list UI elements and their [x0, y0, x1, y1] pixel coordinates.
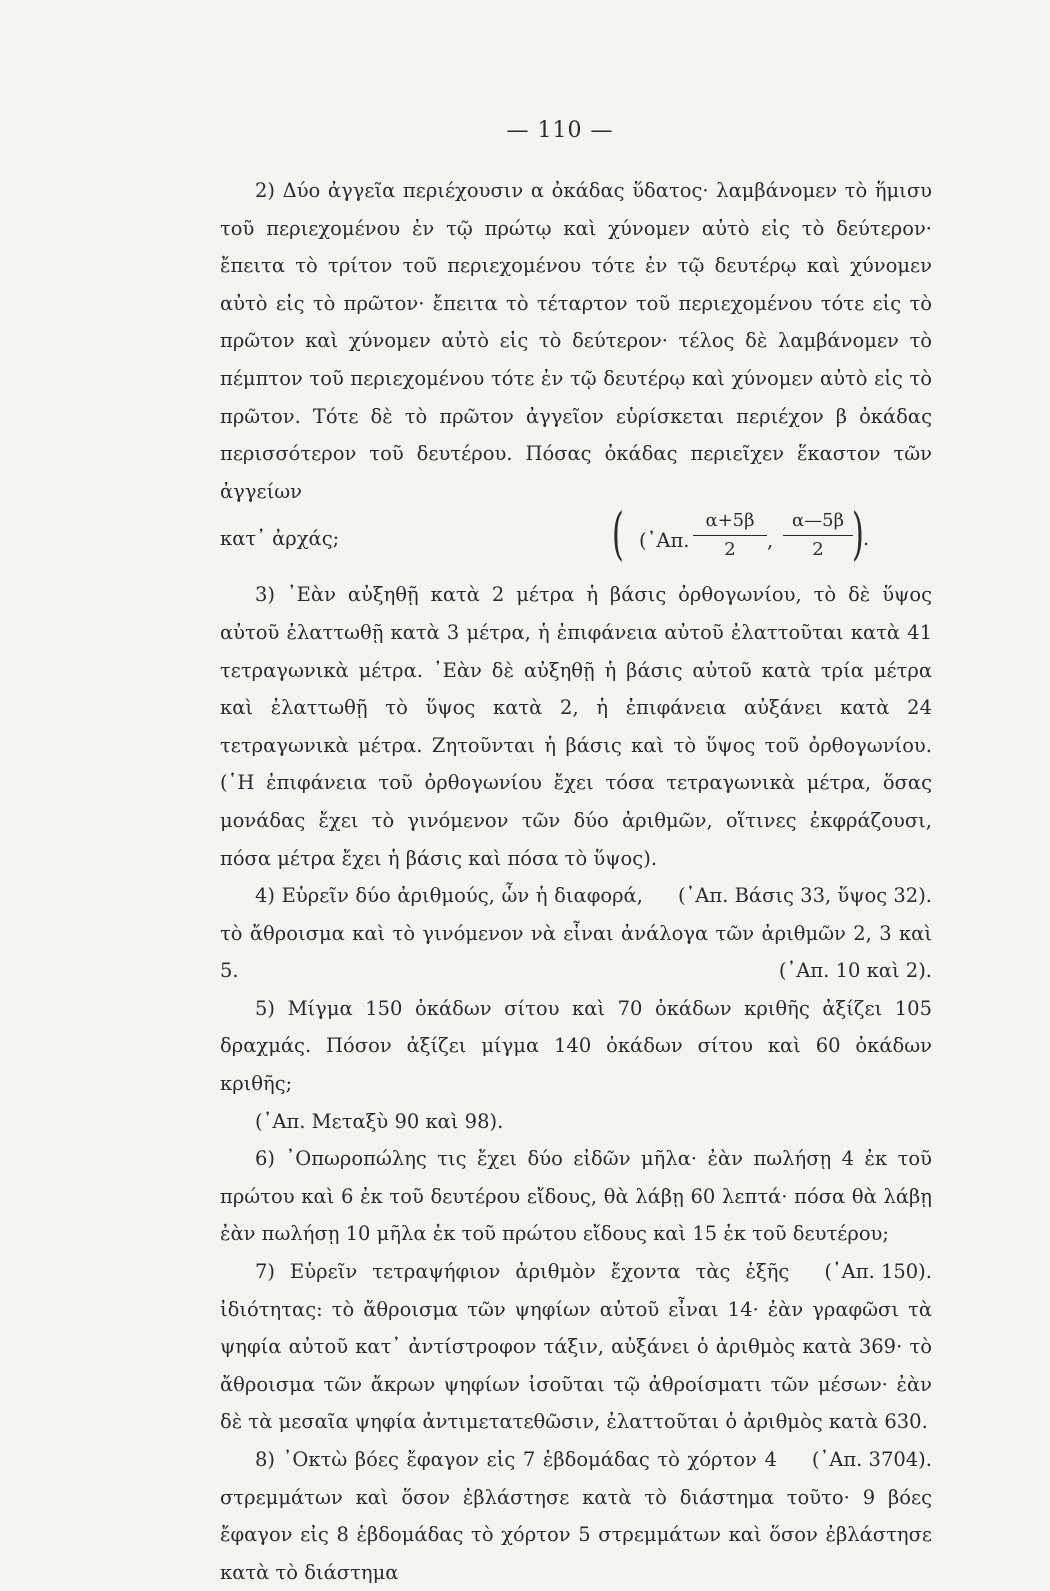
answer-label: (᾽Απ.	[639, 529, 690, 553]
problem-2-tail: κατ᾽ ἀρχάς;	[220, 527, 340, 551]
fraction-1-numerator: α+5β	[705, 510, 755, 532]
problem-2-formula	[611, 502, 915, 576]
right-paren: )	[851, 502, 864, 568]
problem-4-body: 4) Εὑρεῖν δύο ἀριθμούς, ὧν ἡ διαφορά, τὸ ἄθροισμα καὶ τὸ γινόμενον νὰ εἶναι ἀνάλογα τῶν ἀριθμῶν 2, 3 καὶ 5.	[220, 884, 932, 983]
problem-8-text: 8) ᾽Οκτὼ βόες ἔφαγον εἰς 7 ἑβδομάδας τὸ χόρτον 4 στρεμμάτων καὶ ὅσον ἐβλάστησε κατὰ τὸ διάστημα τοῦτο· 9 βόες ἔφαγον εἰς 8 ἑβδομάδας τὸ χόρτον 5 στρεμμάτων καὶ ὅσον ἐβλάστησε κατὰ τὸ διάστημα	[220, 1448, 932, 1584]
problem-2-answer-line	[220, 502, 932, 576]
fraction-separator: ,	[767, 529, 774, 553]
problem-7-body: 7) Εὑρεῖν τετραψήφιον ἀριθμὸν ἔχοντα τὰς ἑξῆς ἰδιότητας: τὸ ἄθροισμα τῶν ψηφίων αὐτοῦ εἶναι 14· ἐὰν γραφῶσι τὰ ψηφία αὐτοῦ κατ᾽ ἀντίστροφον τάξιν, αὐξάνει ὁ ἀριθμὸς κατὰ 369· τὸ ἄθροισμα τῶν ἄκρων ψηφίων ἰσοῦται τῷ ἀθροίσματι τῶν μέσων· ἐὰν δὲ τὰ μεσαῖα ψηφία ἀντιμετατεθῶσιν, ἐλαττοῦται ὁ ἀριθμὸς κατὰ 630.	[220, 1260, 932, 1434]
fraction-2-numerator: α—5β	[791, 510, 844, 532]
fraction-1-denominator: 2	[724, 539, 736, 561]
fraction-1-bar	[693, 535, 767, 536]
problem-6-body: 6) ᾽Οπωροπώλης τις ἔχει δύο εἰδῶν μῆλα· ἐὰν πωλήσῃ 4 ἐκ τοῦ πρώτου καὶ 6 ἐκ τοῦ δευτέρου εἴδους, θὰ λάβῃ 60 λεπτά· πόσα θὰ λάβῃ ἐὰν πωλήσῃ 10 μῆλα ἐκ τοῦ πρώτου εἴδους καὶ 15 ἐκ τοῦ δευτέρου;	[220, 1147, 932, 1246]
problem-3-answer: (᾽Απ. Βάσις 33, ὕψος 32).	[677, 884, 932, 908]
problem-2-text: 2) Δύο ἀγγεῖα περιέχουσιν α ὀκάδας ὕδατος· λαμβάνομεν τὸ ἥμισυ τοῦ περιεχομένου ἐν τῷ πρώτῳ καὶ χύνομεν αὐτὸ εἰς τὸ δεύτερον· ἔπειτα τὸ τρίτον τοῦ περιεχομένου τότε ἐν τῷ δευτέρῳ καὶ χύνομεν αὐτὸ εἰς τὸ πρῶτον· ἔπειτα τὸ τέταρτον τοῦ περιεχομένου τότε εἰς τὸ πρῶτον καὶ χύνομεν αὐτὸ εἰς τὸ δεύτερον· τέλος δὲ λαμβάνομεν τὸ πέμπτον τοῦ περιεχομένου τότε ἐν τῷ δευτέρῳ καὶ χύνομεν αὐτὸ εἰς τὸ πρῶτον. Τότε δὲ τὸ πρῶτον ἀγγεῖον εὑρίσκεται περιέχον β ὀκάδας περισσότερον τοῦ δευτέρου. Πόσας ὀκάδας περιεῖχεν ἕκαστον τῶν ἀγγείων	[220, 179, 932, 503]
left-paren: (	[611, 502, 624, 568]
fraction-2-bar	[783, 535, 853, 536]
problem-3-body: 3) ᾽Εὰν αὐξηθῇ κατὰ 2 μέτρα ἡ βάσις ὀρθογωνίου, τὸ δὲ ὕψος αὐτοῦ ἐλαττωθῇ κατὰ 3 μέτρα, ἡ ἐπιφάνεια αὐτοῦ ἐλαττοῦται κατὰ 41 τετραγωνικὰ μέτρα. ᾽Εὰν δὲ αὐξηθῇ ἡ βάσις αὐτοῦ κατὰ τρία μέτρα καὶ ἐλαττωθῇ τὸ ὕψος κατὰ 2, ἡ ἐπιφάνεια αὐξάνει κατὰ 24 τετραγωνικὰ μέτρα. Ζητοῦνται ἡ βάσις καὶ τὸ ὕψος τοῦ ὀρθογωνίου. (῾Η ἐπιφάνεια τοῦ ὀρθογωνίου ἔχει τόσα τετραγωνικὰ μέτρα, ὅσας μονάδας ἔχει τὸ γινόμενον τῶν δύο ἀριθμῶν, οἵτινες ἐκφράζουσι, πόσα μέτρα ἔχει ἡ βάσις καὶ πόσα τὸ ὕψος).	[220, 583, 932, 870]
fraction-2-denominator: 2	[812, 539, 824, 561]
formula-end-dot: .	[863, 527, 870, 551]
page-body	[220, 172, 932, 1591]
page-number: — 110 —	[506, 118, 614, 143]
problem-7-answer: (᾽Απ. 3704).	[811, 1448, 932, 1471]
problem-5-answer: (᾽Απ. Μεταξὺ 90 καὶ 98).	[255, 1109, 504, 1133]
problem-6-answer: (᾽Απ. 150).	[824, 1260, 932, 1284]
problem-4-answer: (᾽Απ. 10 καὶ 2).	[778, 959, 932, 983]
fraction-1	[693, 510, 767, 561]
problem-3-text	[220, 576, 932, 908]
fraction-2	[783, 510, 853, 561]
problem-6-text	[220, 1140, 932, 1284]
problem-5-text: 5) Μίγμα 150 ὀκάδων σίτου καὶ 70 ὀκάδων κριθῆς ἀξίζει 105 δραχμάς. Πόσον ἀξίζει μίγμα 140 ὀκάδων σίτου καὶ 60 ὀκάδων κριθῆς;	[220, 996, 932, 1096]
